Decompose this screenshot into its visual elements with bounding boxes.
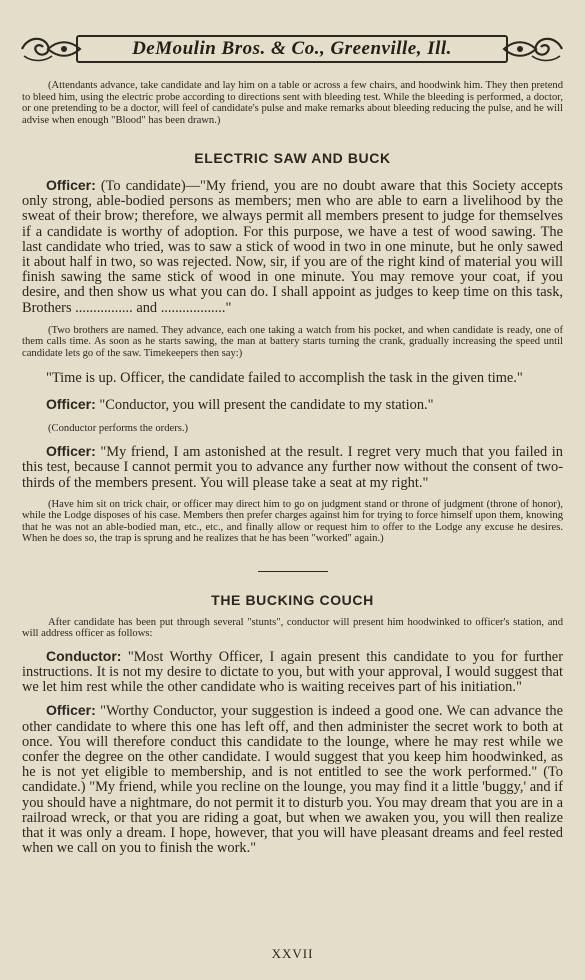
stage-direction: (Attendants advance, take candidate and lay him on a table or across a few chairs, and hoodwink him. They then pretend to bleed him, using the electric probe according to directions sent with bleeding test. While the bleeding is performed, a doctor, or one pretending to be a doctor, will feel of candidate's pulse and make remarks about bleeding reducing the pulse, and he will advise when enough "Blood" has been drawn.)	[22, 80, 563, 126]
stage-direction: (Have him sit on trick chair, or officer may direct him to go on judgment stand or throne of judgment (throne of honor), while the Lodge disposes of his case. Members then prefer charges against him for trying to force himself upon them, knowing that he was not an able-bodied man, etc., etc., and finally allow or request him to offer to the Lodge any excuse he desires. When he does so, the trap is sprung and he realizes that he has been "worked" again.)	[22, 498, 563, 545]
dialogue-text: "Most Worthy Officer, I again present this candidate to you for further instructions. It is not my desire to dictate to you, but with your approval, I would suggest that we let him rest while the other candidate who is waiting receives part of his initiation."	[22, 648, 563, 696]
stage-direction: (Two brothers are named. They advance, each one taking a watch from his pocket, and when candidate is ready, one of them calls time. As soon as he starts sawing, the man at battery starts turning the crank, gradually increasing the speed until candidate lets go of the saw. Timekeepers then say:)	[22, 324, 563, 359]
stage-direction: After candidate has been put through several "stunts", conductor will present him hoodwinked to officer's station, and will address officer as follows:	[22, 616, 563, 640]
paragraph	[22, 703, 563, 856]
speaker-label: Officer:	[46, 443, 96, 460]
publisher-title: DeMoulin Bros. & Co., Greenville, Ill.	[132, 38, 452, 59]
section-heading: THE BUCKING COUCH	[211, 591, 374, 608]
paragraph	[22, 178, 563, 316]
paragraph	[22, 397, 563, 413]
speaker-label: Officer:	[46, 177, 96, 193]
speaker-label: Officer:	[46, 395, 96, 412]
page-content	[22, 80, 563, 856]
header-banner	[18, 32, 566, 66]
stage-direction: (Conductor performs the orders.)	[48, 422, 189, 434]
speaker-label: Officer:	[46, 702, 96, 719]
dialogue-text: "Conductor, you will present the candidate to my station."	[99, 396, 434, 413]
paragraph	[22, 444, 563, 491]
scroll-ornament-icon	[496, 34, 566, 64]
dialogue-text: (To candidate)—"My friend, you are no doubt aware that this Society accepts only strong, able-bodied persons as members; men who are able to earn a livelihood by the sweat of their brow; therefore, we always permit all members present to judge for themselves if a candidate is worthy of adoption. For this purpose, we have a test of wood sawing. The last candidate who tried, was to saw a stick of wood in two in one minute, but he only sawed it about half in two, so was rejected. Now, sir, if you are of the right kind of material you will finish sawing the same stick of wood in one minute. You may remove your coat, if you desire, and then show us what you can do. I shall appoint as judges to keep time on this task, Brothers ................ and .................."	[22, 178, 563, 316]
dialogue-text: "My friend, I am astonished at the result. I regret very much that you failed in this test, because I cannot permit you to advance any further now without the consent of two-thirds of the members present. You will please take a seat at my right."	[22, 444, 563, 491]
dialogue-text: "Time is up. Officer, the candidate failed to accomplish the task in the given time."	[46, 370, 523, 387]
section-heading: ELECTRIC SAW AND BUCK	[194, 150, 391, 166]
speaker-label: Conductor:	[46, 647, 122, 664]
paragraph	[22, 649, 563, 696]
page-number: XXVII	[271, 946, 314, 961]
dialogue-text: "Worthy Conductor, your suggestion is indeed a good one. We can advance the other candidate to where this one has left off, and then administer the secret work to both at once. You will therefore conduct this candidate to the lounge, where he may rest while we confer the degree on the other candidate. I would suggest that you keep him hoodwinked, as he is not yet eligible to membership, and is not entitled to see the work performed." (To candidate.) "My friend, while you recline on the lounge, you may find it a little 'buggy,' and if you should have a nightmare, do not permit it to disturb you. You may dream that you are in a railroad wreck, or that you are riding a goat, but when we awaken you, you will then realize that it was only a dream. I hope, however, that you will have pleasant dreams and feel rested when we call on you to finish the work."	[22, 703, 563, 857]
